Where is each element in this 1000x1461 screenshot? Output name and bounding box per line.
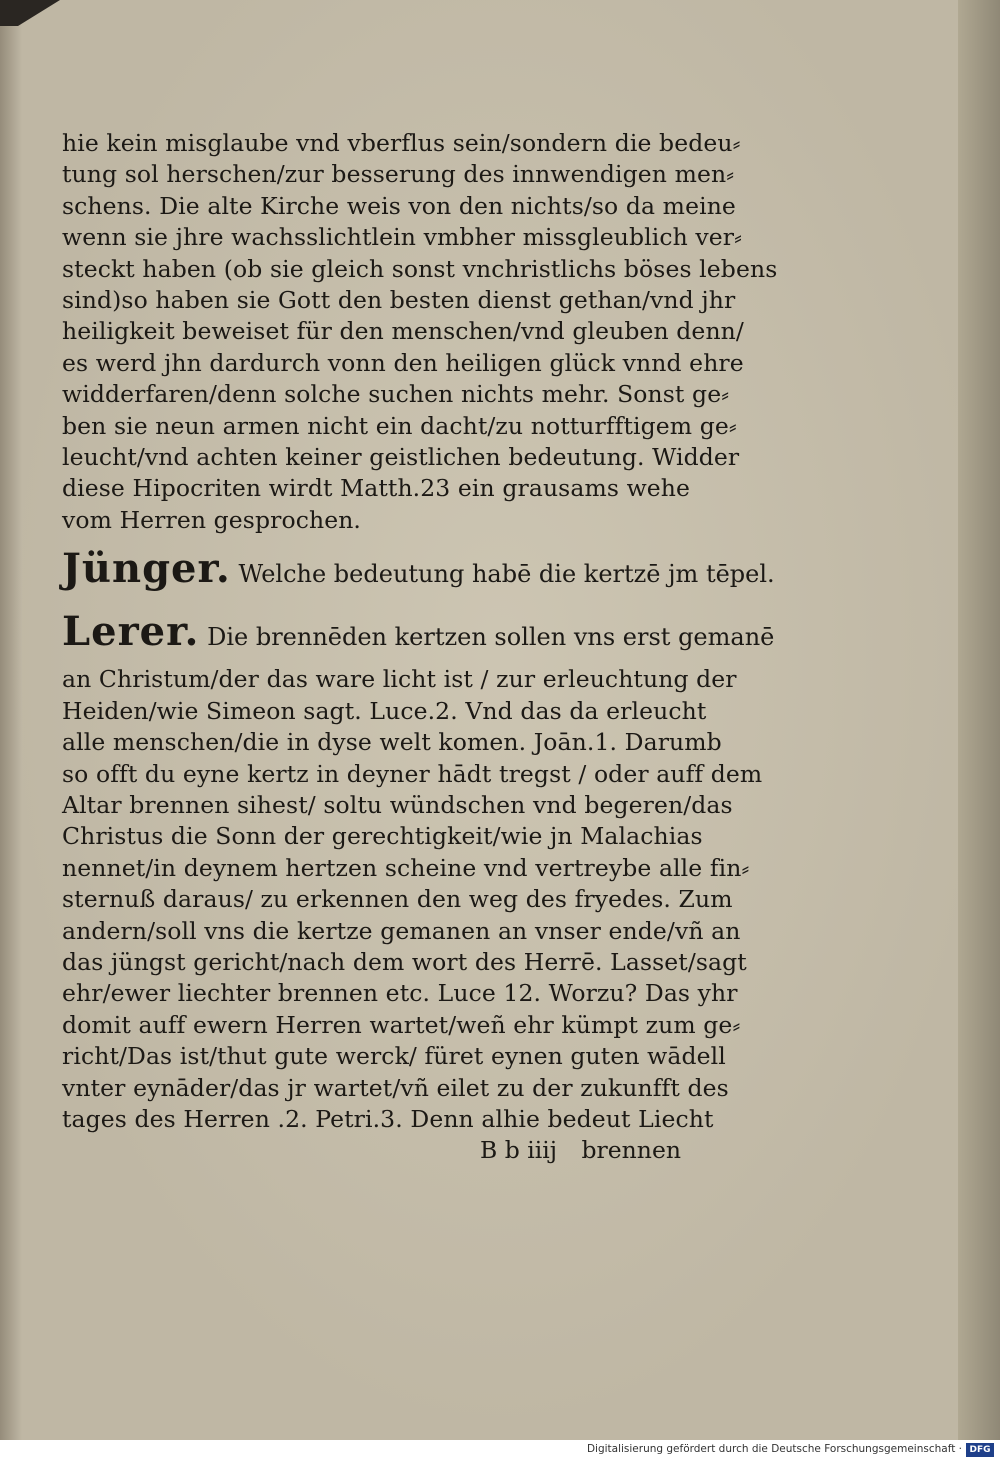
text-line: alle menschen/die in dyse welt komen. Joān.1. Darumb <box>62 728 722 757</box>
footer-bar <box>0 1440 1000 1461</box>
funding-credit: Digitalisierung gefördert durch die Deutsche Forschungsgemeinschaft · <box>586 1443 962 1455</box>
text-line: an Christum/der das ware licht ist / zur erleuchtung der <box>62 665 737 694</box>
signature-line <box>62 1135 752 1166</box>
text-line: so offt du eyne kertz in deyner hādt tregst / oder auff dem <box>62 759 763 788</box>
page-text <box>62 128 778 1167</box>
dfg-logo: DFG <box>966 1443 994 1457</box>
text-line: es werd jhn dardurch vonn den heiligen glück vnnd ehre <box>62 348 744 377</box>
paragraph-2 <box>62 664 763 1135</box>
text-line: widderfaren/denn solche suchen nichts mehr. Sonst ge⸗ <box>62 380 730 409</box>
text-line: diese Hipocriten wirdt Matth.23 ein grausams wehe <box>62 474 691 503</box>
page-edge <box>958 0 1000 1440</box>
text-line: heiligkeit beweiset für den menschen/vnd gleuben denn/ <box>62 317 744 346</box>
text-line: Heiden/wie Simeon sagt. Luce.2. Vnd das da erleucht <box>62 696 707 725</box>
text-line: schens. Die alte Kirche weis von den nichts/so da meine <box>62 191 736 220</box>
text-line: Christus die Sonn der gerechtigkeit/wie jn Malachias <box>62 822 703 851</box>
text-line: ehr/ewer liechter brennen etc. Luce 12. Worzu? Das yhr <box>62 979 738 1008</box>
text-line: vom Herren gesprochen. <box>62 505 362 534</box>
text-line: leucht/vnd achten keiner geistlichen bedeutung. Widder <box>62 443 740 472</box>
text-line: ben sie neun armen nicht ein dacht/zu notturfftigem ge⸗ <box>62 411 737 440</box>
catchword: brennen <box>581 1136 681 1165</box>
dialogue-answer <box>62 607 775 662</box>
text-line: tages des Herren .2. Petri.3. Denn alhie bedeut Liecht <box>62 1104 714 1133</box>
paragraph-1 <box>62 128 778 536</box>
text-line: vnter eynāder/das jr wartet/vñ eilet zu der zukunfft des <box>62 1073 729 1102</box>
text-line: hie kein misglaube vnd vberflus sein/sondern die bedeu⸗ <box>62 129 741 157</box>
text-line: wenn sie jhre wachsslichtlein vmbher missgleublich ver⸗ <box>62 223 743 252</box>
speaker-juenger: Jünger. <box>62 545 231 593</box>
text-line: sternuß daraus/ zu erkennen den weg des fryedes. Zum <box>62 885 733 914</box>
text-line: andern/soll vns die kertze gemanen an vnser ende/vñ an <box>62 916 741 945</box>
text-line: tung sol herschen/zur besserung des innwendigen men⸗ <box>62 160 735 189</box>
text-line: nennet/in deynem hertzen scheine vnd vertreybe alle fin⸗ <box>62 853 750 882</box>
text-line: domit auff ewern Herren wartet/weñ ehr kümpt zum ge⸗ <box>62 1010 741 1039</box>
text-line: steckt haben (ob sie gleich sonst vnchristlichs böses lebens <box>62 254 778 283</box>
text-line: das jüngst gericht/nach dem wort des Herrē. Lasset/sagt <box>62 947 747 976</box>
page-corner-shadow <box>0 0 60 26</box>
dialogue-question <box>62 544 775 599</box>
text-line: Altar brennen sihest/ soltu wündschen vnd begeren/das <box>62 790 733 819</box>
speaker-lerer: Lerer. <box>62 608 200 656</box>
answer-text: Die brennēden kertzen sollen vns erst gemanē <box>207 623 775 652</box>
question-text: Welche bedeutung habē die kertzē jm tēpel. <box>238 560 775 589</box>
text-line: sind)so haben sie Gott den besten dienst gethan/vnd jhr <box>62 286 736 315</box>
signature-mark: B b iiij <box>480 1136 558 1165</box>
text-line: richt/Das ist/thut gute werck/ füret eynen guten wādell <box>62 1042 726 1071</box>
